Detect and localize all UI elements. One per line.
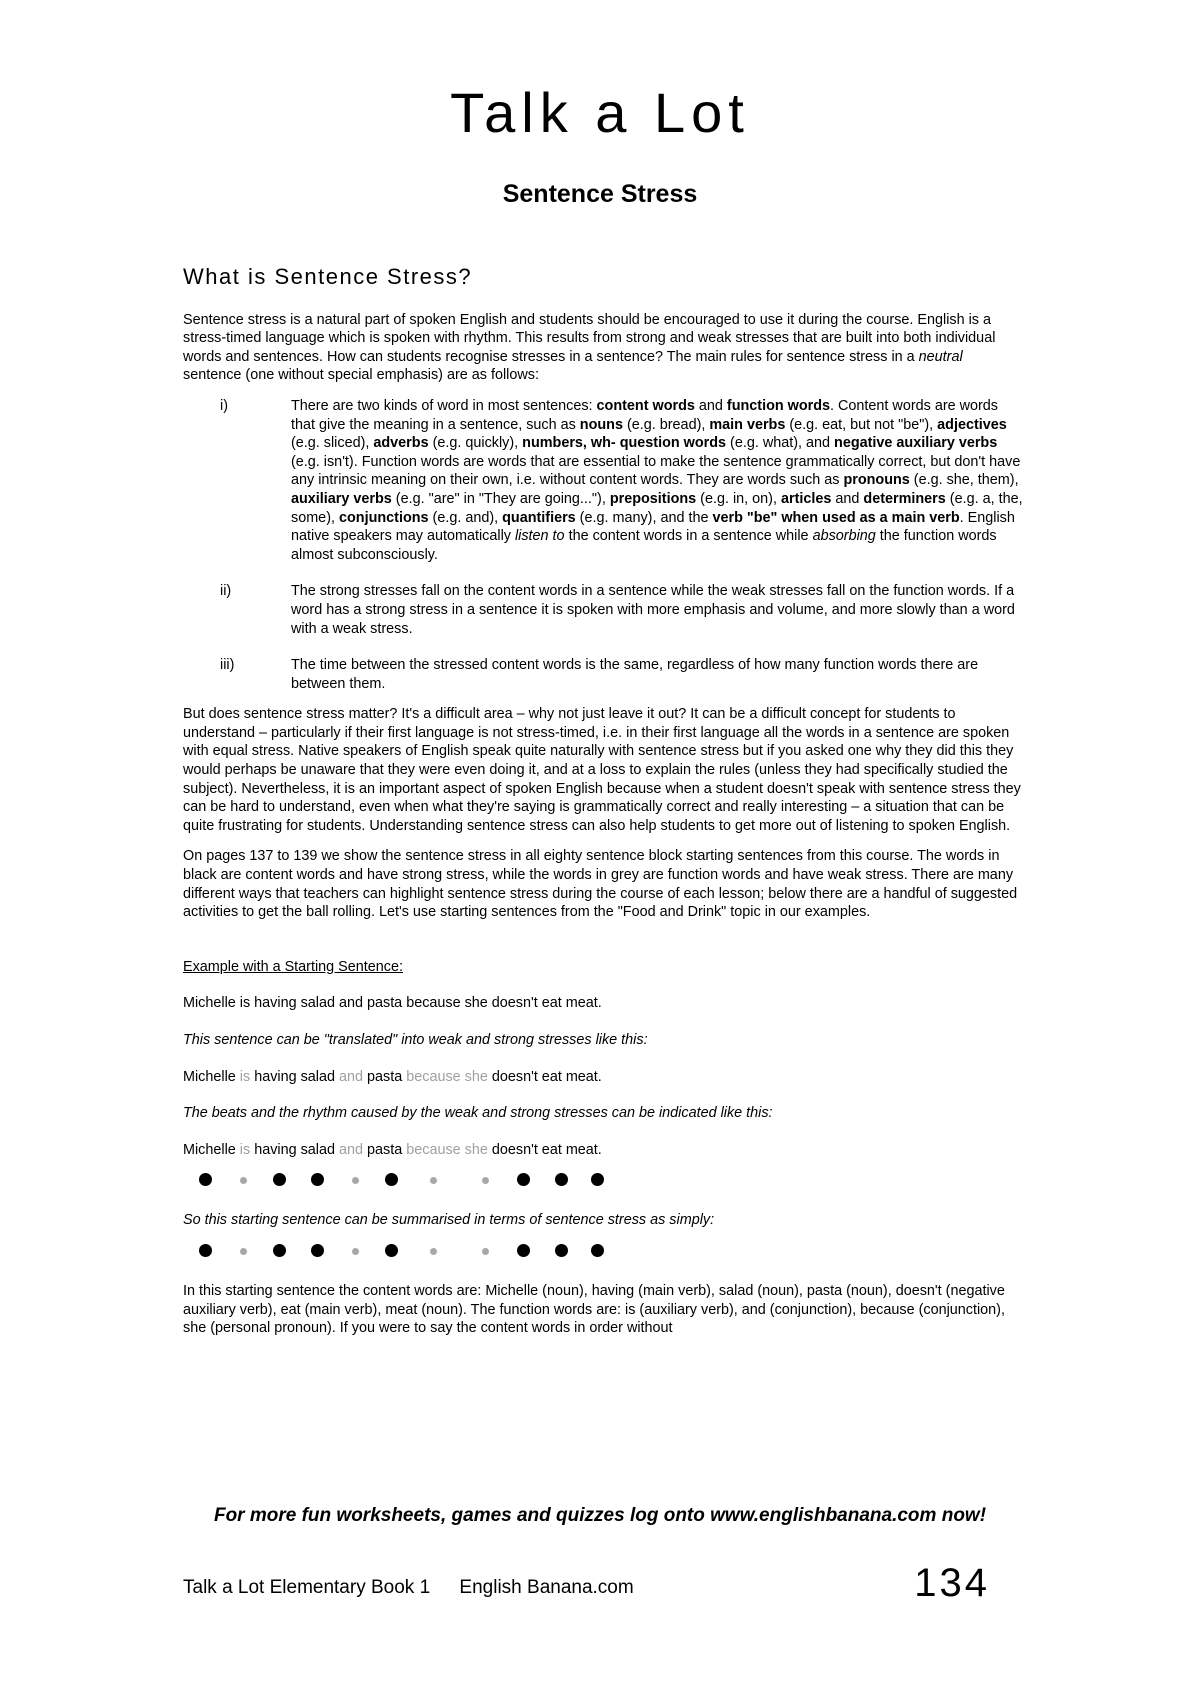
strong-word: having salad: [254, 1068, 336, 1085]
bold-term: adjectives: [937, 416, 1007, 433]
strong-word: doesn't eat meat.: [491, 1068, 602, 1085]
weak-word: and: [339, 1141, 364, 1158]
weak-word: is: [239, 1068, 251, 1085]
strong-beat-dot: [385, 1173, 398, 1186]
rule-text-run: (e.g. eat, but not "be"),: [785, 416, 938, 433]
rule-text-run: (e.g. isn't). Function words are words that are essential to make the sentence grammatically correct, but don't have any intrinsic meaning on their own, i.e. without content words. They are words such as: [291, 453, 1021, 489]
intro-text-end: sentence (one without special emphasis) are as follows:: [183, 367, 539, 384]
weak-beat-dot: [240, 1248, 247, 1255]
intro-emphasis: neutral: [918, 348, 963, 365]
strong-word: Michelle: [183, 1068, 236, 1085]
rule-text-run: and: [694, 397, 727, 414]
summary-note: So this starting sentence can be summarised in terms of sentence stress as simply:: [183, 1212, 715, 1229]
rule-text-run: (e.g. she, them),: [909, 472, 1019, 489]
strong-beat-dot: [199, 1244, 212, 1257]
rule-text-run: The strong stresses fall on the content words in a sentence while the weak stresses fall on the function words. If a word has a strong stress in a sentence it is spoken with more emphasis and volume, and more slowly than a word with a weak stress.: [291, 583, 1015, 637]
italic-term: listen to: [514, 528, 565, 545]
paragraph-sentence-stress-matter: But does sentence stress matter? It's a difficult area – why not just leave it out? It can be a difficult concept for students to understand – particularly if their first language is not stress-timed, i.e. in their first language all the words in a sentence are spoken with equal stress. Native speakers of English speak quite naturally with sentence stress but if you asked one why they did this they would perhaps be unaware that they were even doing it, and at a loss to explain the rules (unless they had specifically studied the subject). Nevertheless, it is an important aspect of spoken English because when a student doesn't speak with sentence stress they can be hard to understand, even when what they're saying is grammatically correct and really interesting – a situation that can be quite frustrating for students. Understanding sentence stress can also help students to get more out of listening to spoken English.: [183, 706, 1021, 834]
weak-word: because she: [406, 1141, 488, 1158]
strong-beat-dot: [311, 1173, 324, 1186]
weak-beat-dot: [430, 1248, 437, 1255]
rule-number: i): [220, 397, 228, 414]
strong-beat-dot: [199, 1173, 212, 1186]
strong-beat-dot: [273, 1173, 286, 1186]
strong-word: pasta: [367, 1141, 403, 1158]
example-sentence: Michelle is having salad and pasta because she doesn't eat meat.: [183, 995, 602, 1012]
page-subtitle: Sentence Stress: [502, 180, 698, 208]
weak-beat-dot: [482, 1248, 489, 1255]
rule-number: iii): [220, 657, 235, 674]
rule-text-run: the content words in a sentence while: [564, 528, 813, 545]
stressed-sentence-with-beats: [183, 1141, 1025, 1160]
italic-term: absorbing: [812, 528, 876, 545]
rule-text-run: . English native speakers may automatically: [291, 509, 1015, 545]
bold-term: determiners: [863, 490, 946, 507]
strong-word: pasta: [367, 1068, 403, 1085]
example-heading: Example with a Starting Sentence:: [183, 958, 403, 975]
main-content: [183, 264, 1025, 1350]
weak-word: and: [339, 1068, 364, 1085]
bold-term: verb "be" when used as a main verb: [712, 509, 960, 526]
bold-term: auxiliary verbs: [291, 490, 392, 507]
bold-term: articles: [780, 490, 832, 507]
rule-text-run: (e.g. "are" in "They are going..."),: [391, 490, 610, 507]
rule-number: ii): [220, 583, 232, 600]
footer: [183, 1577, 634, 1599]
rule-text: [291, 582, 1025, 638]
page-number: 134: [914, 1561, 990, 1605]
beats-row-summary: [183, 1238, 1025, 1264]
paragraph-pages: On pages 137 to 139 we show the sentence stress in all eighty sentence block starting sentences from this course. The words in black are content words and have strong stress, while the words in grey are function words and have weak stress. There are many different ways that teachers can highlight sentence stress during the course of each lesson; below there are a handful of suggested activities to get the ball rolling. Let's use starting sentences from the "Food and Drink" topic in our examples.: [183, 848, 1018, 921]
footer-site: English Banana.com: [459, 1577, 634, 1598]
weak-beat-dot: [352, 1248, 359, 1255]
rule-text-run: (e.g. many), and the: [575, 509, 713, 526]
final-paragraph: In this starting sentence the content words are: Michelle (noun), having (main verb), salad (noun), pasta (noun), doesn't (negative auxiliary verb), eat (main verb), meat (noun). The function words are: is (auxiliary verb), and (conjunction), because (conjunction), she (personal pronoun). If you were to say the content words in order without: [183, 1282, 1005, 1337]
bold-term: negative auxiliary verbs: [834, 435, 998, 452]
bold-term: main verbs: [709, 416, 786, 433]
rule-text-run: (e.g. what), and: [726, 435, 835, 452]
weak-beat-dot: [240, 1177, 247, 1184]
rule-text-run: (e.g. and),: [428, 509, 503, 526]
strong-word: having salad: [254, 1141, 336, 1158]
strong-beat-dot: [311, 1244, 324, 1257]
bold-term: conjunctions: [338, 509, 429, 526]
rule-text-run: There are two kinds of word in most sentences:: [291, 397, 597, 414]
bold-term: pronouns: [843, 472, 910, 489]
rule-text-run: The time between the stressed content words is the same, regardless of how many function words there are between them.: [291, 657, 979, 692]
strong-beat-dot: [591, 1173, 604, 1186]
rule-text-run: . Content words are words that give the meaning in a sentence, such as: [291, 397, 998, 433]
rule-text-run: (e.g. a, the, some),: [291, 490, 1023, 526]
rule-text-run: (e.g. bread),: [622, 416, 710, 433]
page-title: Talk a Lot: [450, 81, 750, 144]
rule-text-run: (e.g. in, on),: [696, 490, 781, 507]
rule-text-run: the function words almost subconsciously.: [291, 528, 997, 563]
rule-item: [183, 656, 1025, 693]
rule-text: [291, 656, 1025, 693]
rule-item: [183, 397, 1025, 564]
weak-beat-dot: [430, 1177, 437, 1184]
strong-beat-dot: [517, 1173, 530, 1186]
weak-word: because she: [406, 1068, 488, 1085]
bold-term: function words: [726, 397, 831, 414]
translate-note: This sentence can be "translated" into weak and strong stresses like this:: [183, 1032, 648, 1048]
rule-text-run: (e.g. sliced),: [291, 435, 374, 452]
stressed-sentence: [183, 1068, 1025, 1087]
intro-text: Sentence stress is a natural part of spoken English and students should be encouraged to use it during the course. English is a stress-timed language which is spoken with rhythm. This results from strong and weak stresses that are built into both individual words and sentences. How can students recognise stresses in a sentence? The main rules for sentence stress in a: [183, 311, 996, 365]
beats-row: [183, 1167, 1025, 1193]
rule-text-run: (e.g. quickly),: [428, 435, 523, 452]
bold-term: content words: [596, 397, 695, 414]
weak-beat-dot: [352, 1177, 359, 1184]
bold-term: numbers, wh- question words: [522, 435, 727, 452]
rules-list: [183, 397, 1025, 693]
strong-beat-dot: [591, 1244, 604, 1257]
strong-beat-dot: [555, 1173, 568, 1186]
rule-text: [291, 397, 1025, 564]
rule-item: [183, 582, 1025, 638]
promo-banner: For more fun worksheets, games and quizzes log onto www.englishbanana.com now!: [213, 1505, 987, 1526]
weak-beat-dot: [482, 1177, 489, 1184]
bold-term: quantifiers: [502, 509, 576, 526]
section-heading: What is Sentence Stress?: [183, 264, 473, 289]
bold-term: nouns: [579, 416, 623, 433]
rule-text-run: and: [831, 490, 864, 507]
strong-word: doesn't eat meat.: [491, 1141, 602, 1158]
beats-note: The beats and the rhythm caused by the weak and strong stresses can be indicated like this:: [183, 1105, 773, 1122]
bold-term: adverbs: [373, 435, 429, 452]
strong-beat-dot: [517, 1244, 530, 1257]
strong-beat-dot: [385, 1244, 398, 1257]
intro-paragraph: [183, 311, 1025, 385]
strong-word: Michelle: [183, 1141, 236, 1158]
strong-beat-dot: [273, 1244, 286, 1257]
weak-word: is: [239, 1141, 251, 1158]
bold-term: prepositions: [609, 490, 697, 507]
strong-beat-dot: [555, 1244, 568, 1257]
footer-book: Talk a Lot Elementary Book 1: [183, 1577, 431, 1598]
